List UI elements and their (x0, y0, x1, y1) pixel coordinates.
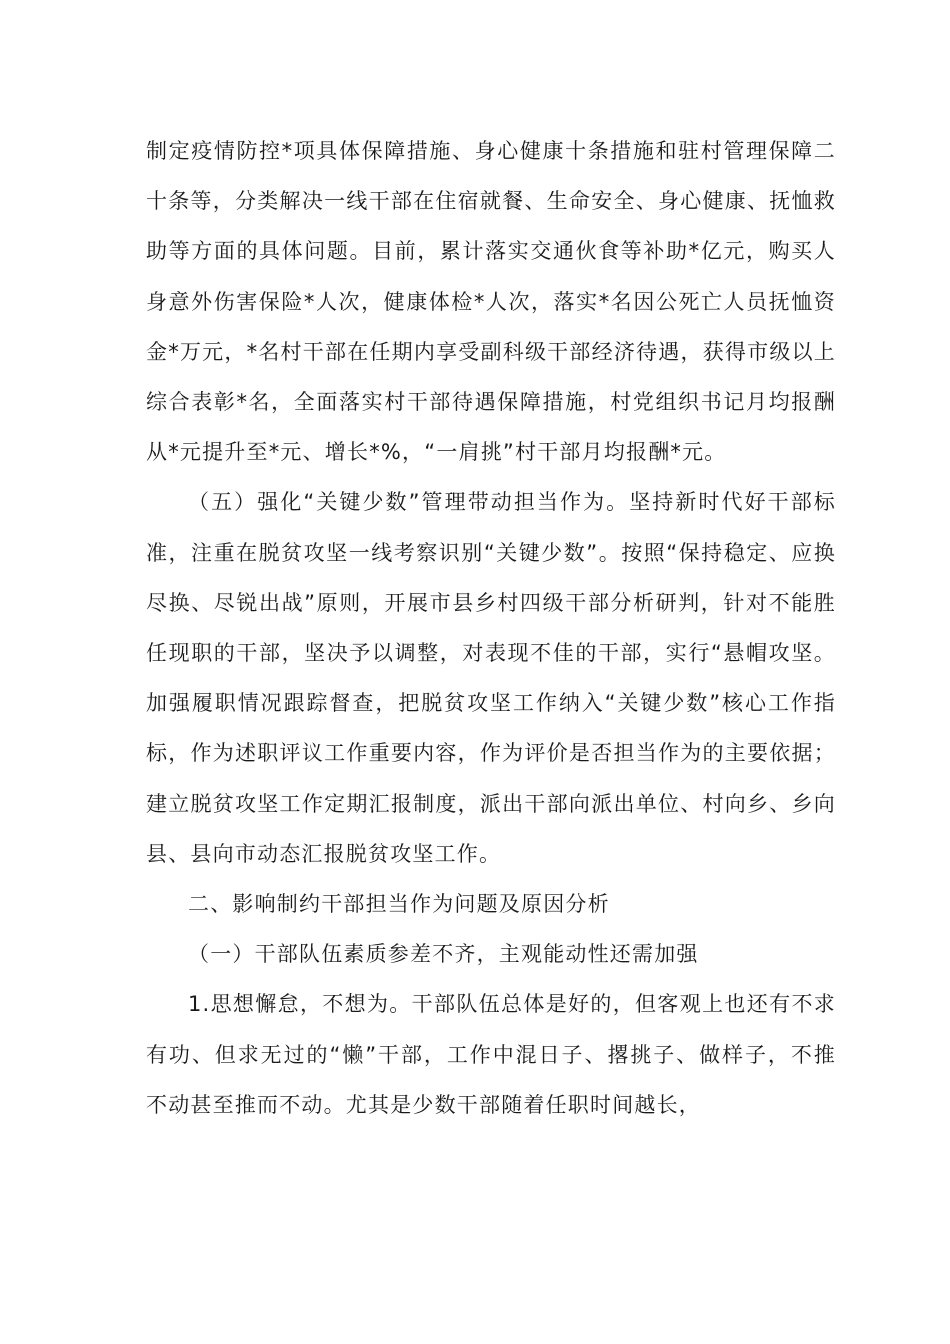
heading-section-two: 二、影响制约干部担当作为问题及原因分析 (188, 892, 610, 917)
document-body (146, 126, 836, 1130)
paragraph-point-one: 1.思想懈怠，不想为。干部队伍总体是好的，但客观上也还有不求有功、但求无过的“懒”干部，工作中混日子、撂挑子、做样子，不推不动甚至推而不动。尤其是少数干部随着任职时间越长， (146, 992, 836, 1117)
paragraph-section-five: （五）强化“关键少数”管理带动担当作为。坚持新时代好干部标准，注重在脱贫攻坚一线考察识别“关键少数”。按照“保持稳定、应换尽换、尽锐出战”原则，开展市县乡村四级干部分析研判，针对不能胜任现职的干部，坚决予以调整，对表现不佳的干部，实行“悬帽攻坚。加强履职情况跟踪督查，把脱贫攻坚工作纳入“关键少数”核心工作指标，作为述职评议工作重要内容，作为评价是否担当作为的主要依据；建立脱贫攻坚工作定期汇报制度，派出干部向派出单位、村向乡、乡向县、县向市动态汇报脱贫攻坚工作。 (146, 490, 836, 866)
heading-subsection-one: （一）干部队伍素质参差不齐，主观能动性还需加强 (188, 942, 699, 967)
paragraph-continued: 制定疫情防控*项具体保障措施、身心健康十条措施和驻村管理保障二十条等，分类解决一线干部在住宿就餐、生命安全、身心健康、抚恤救助等方面的具体问题。目前，累计落实交通伙食等补助*亿元，购买人身意外伤害保险*人次，健康体检*人次，落实*名因公死亡人员抚恤资金*万元，*名村干部在任期内享受副科级干部经济待遇，获得市级以上综合表彰*名，全面落实村干部待遇保障措施，村党组织书记月均报酬从*元提升至*元、增长*%，“一肩挑”村干部月均报酬*元。 (146, 139, 836, 465)
